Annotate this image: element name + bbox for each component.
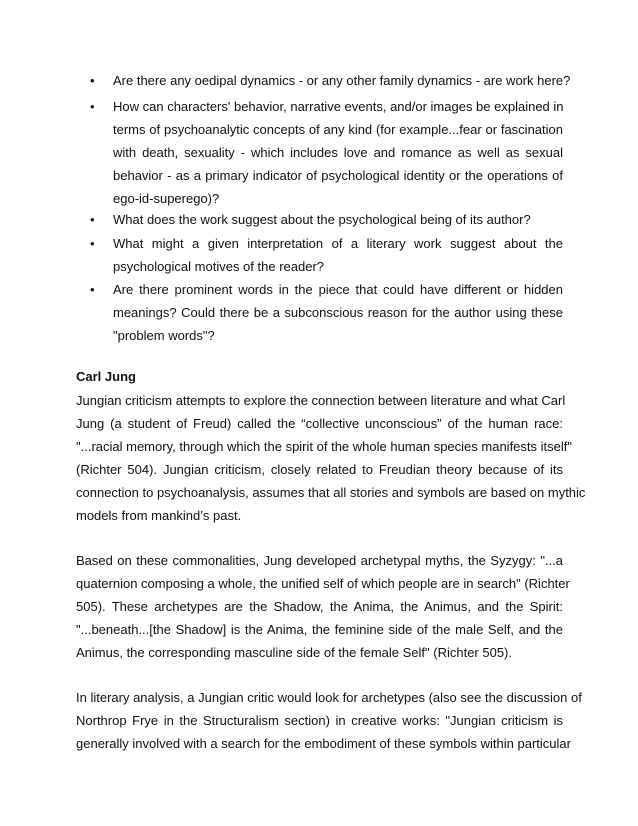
- section-heading: Carl Jung: [76, 369, 136, 384]
- bullet-2-line-2: terms of psychoanalytic concepts of any kind (for example...fear or fascination: [113, 122, 563, 137]
- bullet-4-line-1: What might a given interpretation of a literary work suggest about the: [113, 236, 563, 251]
- paragraph-line: quaternion composing a whole, the unified self of which people are in search" (Richter: [76, 576, 570, 591]
- bullet-3-line-1: What does the work suggest about the psychological being of its author?: [113, 212, 531, 227]
- paragraph-line: Northrop Frye in the Structuralism section) in creative works: "Jungian criticism is: [76, 713, 563, 728]
- paragraph-line: generally involved with a search for the embodiment of these symbols within particular: [76, 736, 571, 751]
- paragraph-line: Jungian criticism attempts to explore the connection between literature and what Carl: [76, 393, 566, 408]
- paragraph-line: Based on these commonalities, Jung developed archetypal myths, the Syzygy: "...a: [76, 553, 563, 568]
- bullet-5-line-1: Are there prominent words in the piece that could have different or hidden: [113, 282, 563, 297]
- bullet-marker: •: [90, 212, 95, 227]
- bullet-marker: •: [90, 282, 95, 297]
- paragraph-line: Jung (a student of Freud) called the “collective unconscious” of the human race:: [76, 416, 563, 431]
- bullet-2-line-1: How can characters' behavior, narrative events, and/or images be explained in: [113, 99, 564, 114]
- paragraph-line: models from mankind’s past.: [76, 508, 242, 523]
- bullet-marker: •: [90, 99, 95, 114]
- bullet-marker: •: [90, 73, 95, 88]
- bullet-2-line-5: ego-id-superego)?: [113, 191, 220, 206]
- paragraph-line: Animus, the corresponding masculine side of the female Self" (Richter 505).: [76, 645, 512, 660]
- bullet-1-line-1: Are there any oedipal dynamics - or any other family dynamics - are work here?: [113, 73, 571, 88]
- bullet-2-line-4: behavior - as a primary indicator of psychological identity or the operations of: [113, 168, 563, 183]
- bullet-marker: •: [90, 236, 95, 251]
- paragraph-line: (Richter 504). Jungian criticism, closely related to Freudian theory because of its: [76, 462, 563, 477]
- bullet-2-line-3: with death, sexuality - which includes love and romance as well as sexual: [113, 145, 563, 160]
- paragraph-line: "...racial memory, through which the spirit of the whole human species manifests itself": [76, 439, 572, 454]
- paragraph-line: In literary analysis, a Jungian critic would look for archetypes (also see the discussion of: [76, 690, 582, 705]
- paragraph-line: "...beneath...[the Shadow] is the Anima, the feminine side of the male Self, and the: [76, 622, 563, 637]
- paragraph-line: connection to psychoanalysis, assumes that all stories and symbols are based on mythic: [76, 485, 586, 500]
- paragraph-line: 505). These archetypes are the Shadow, the Anima, the Animus, and the Spirit:: [76, 599, 563, 614]
- bullet-5-line-2: meanings? Could there be a subconscious reason for the author using these: [113, 305, 563, 320]
- bullet-4-line-2: psychological motives of the reader?: [113, 259, 325, 274]
- bullet-5-line-3: "problem words"?: [113, 328, 215, 343]
